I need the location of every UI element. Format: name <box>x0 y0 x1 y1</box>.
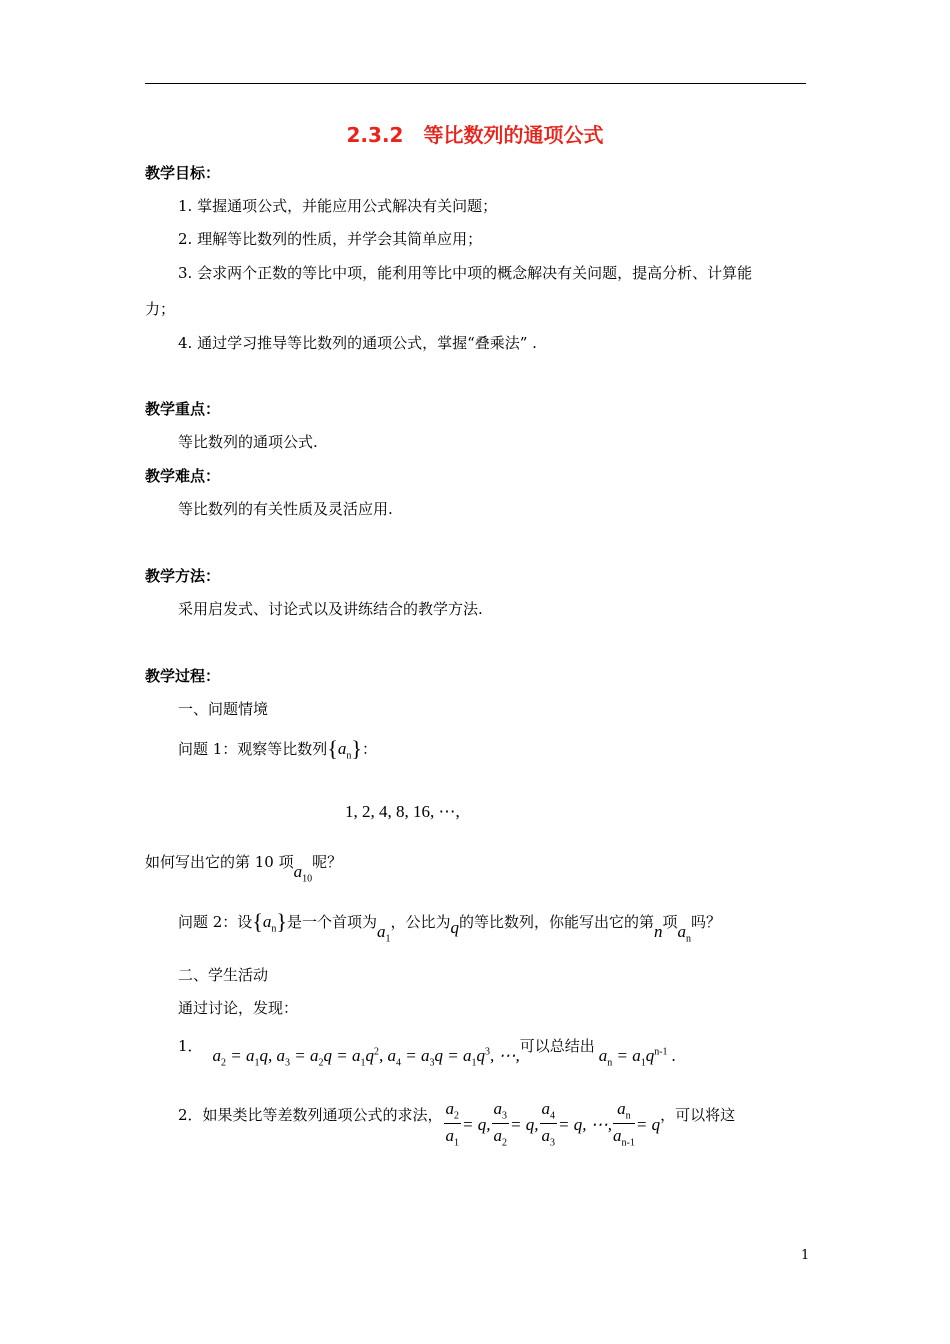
finding-2-prefix: 2．如果类比等差数列通项公式的求法， <box>178 1106 443 1124</box>
formula-seq-an-2: $\{a_n\}$ <box>252 909 287 935</box>
key-points-text: 等比数列的通项公式. <box>178 433 318 451</box>
methods-heading: 教学方法： <box>145 567 221 585</box>
question-2-part-d: 的等比数列，你能写出它的第 <box>458 913 654 931</box>
finding-item-2 <box>178 1100 735 1149</box>
question-2-part-f: 吗？ <box>691 913 722 931</box>
formula-ratio-chain: $a_2 = a_1q$, $a_3 = a_2q = a_1q^2$, $a_4 = a_3q = a_1q^3$, ⋯, <box>212 1046 520 1069</box>
objective-item-2: 2. 理解等比数列的性质，并学会其简单应用； <box>178 230 483 248</box>
difficulties-heading: 教学难点： <box>145 467 221 485</box>
objective-item-3-cont: 力； <box>145 300 176 318</box>
question-2-part-b: 是一个首项为 <box>286 913 377 931</box>
formula-a10: $a_{10}$ <box>293 862 313 885</box>
question-2-part-c: ，公比为 <box>390 913 451 931</box>
header-rule <box>145 83 806 84</box>
formula-an: $a_n$ <box>677 922 691 945</box>
finding-1-number: 1． <box>178 1037 203 1055</box>
formula-q: q <box>450 918 459 937</box>
question-1-suffix: ： <box>361 740 377 758</box>
discussion-text: 通过讨论，发现： <box>178 999 299 1017</box>
question-2-part-e: 项 <box>662 913 678 931</box>
question-1-prefix: 问题 1：观察等比数列 <box>178 740 328 758</box>
sequence-formula: 1, 2, 4, 8, 16, ⋯, <box>345 802 460 821</box>
objectives-heading: 教学目标： <box>145 164 221 182</box>
question-1-ask <box>145 853 343 885</box>
objective-item-4: 4. 通过学习推导等比数列的通项公式，掌握“叠乘法” . <box>178 334 537 352</box>
page-title: 2.3.2 等比数列的通项公式 <box>346 123 604 147</box>
formula-n: n <box>653 922 663 941</box>
question-1-ask-prefix: 如何写出它的第 10 项 <box>145 853 294 871</box>
objective-item-3: 3. 会求两个正数的等比中项，能利用等比中项的概念解决有关问题，提高分析、计算能 <box>178 264 753 282</box>
question-1-ask-suffix: 呢？ <box>312 853 343 871</box>
key-points-heading: 教学重点： <box>145 400 221 418</box>
section-student-activity: 二、学生活动 <box>178 966 269 984</box>
process-heading: 教学过程： <box>145 667 221 685</box>
question-1-line <box>178 738 377 761</box>
question-2-part-a: 问题 2：设 <box>178 913 253 931</box>
section-problem-context: 一、问题情境 <box>178 700 269 718</box>
finding-1-summary-text: 可以总结出 <box>519 1037 595 1055</box>
page-number: 1 <box>801 1248 810 1263</box>
methods-text: 采用启发式、讨论式以及讲练结合的教学方法. <box>178 600 483 618</box>
formula-seq-an: $\{a_n\}$ <box>327 736 362 762</box>
question-2-line <box>178 909 722 945</box>
formula-a1: $a_1$ <box>376 922 391 945</box>
formula-ratio-fractions: $\frac{a_2}{a_1}$ = q, $\frac{a_3}{a_2}$ = q, $\frac{a_4}{a_3}$ = q, ⋯, $\frac{a_n}{a_{n-1}}$ = q <box>445 1099 661 1149</box>
finding-item-1 <box>178 1037 677 1069</box>
objective-item-1: 1. 掌握通项公式，并能应用公式解决有关问题； <box>178 197 498 215</box>
formula-general-term: $a_n = a_1q^{n-1}$ . <box>598 1046 677 1069</box>
finding-2-suffix: ，可以将这 <box>660 1106 736 1124</box>
difficulties-text: 等比数列的有关性质及灵活应用. <box>178 500 393 518</box>
